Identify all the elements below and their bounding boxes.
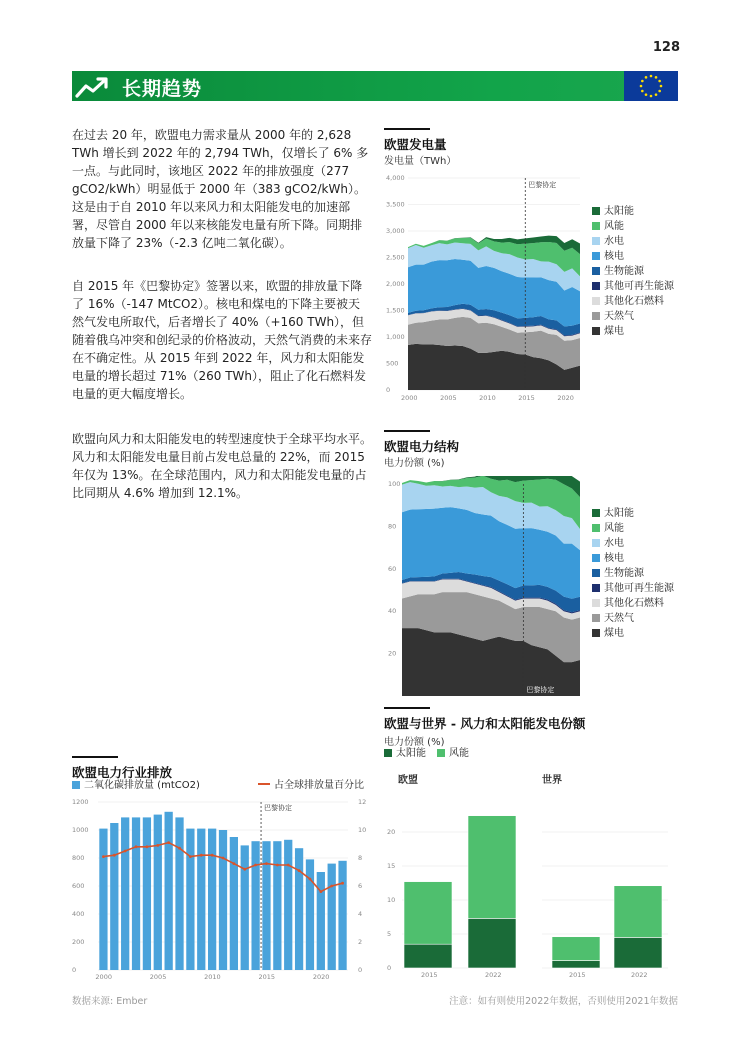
y-tick-label: 1,500 [386, 306, 405, 315]
y-tick-label: 3,000 [386, 227, 405, 235]
emission-bar-2016 [273, 841, 281, 970]
global-share-point-2008 [189, 855, 192, 858]
legend-item [592, 567, 644, 581]
y-tick-label: 500 [386, 359, 399, 368]
y2-tick-label: 8 [358, 854, 363, 862]
legend-label: 太阳能 [604, 508, 634, 519]
legend-item [592, 280, 674, 294]
y-tick-label: 40 [388, 607, 397, 616]
legend-swatch [592, 297, 600, 305]
chart4-emissions-bars [72, 794, 372, 990]
y-tick-label: 1000 [72, 826, 89, 834]
legend-swatch [592, 267, 600, 275]
global-share-point-2016 [276, 864, 279, 867]
global-share-point-2012 [232, 862, 235, 865]
legend-label: 水电 [604, 236, 624, 247]
emission-bar-2021 [328, 864, 336, 970]
global-share-point-2018 [298, 869, 301, 872]
legend-item [592, 537, 624, 551]
x-tick-label: 2015 [518, 394, 535, 402]
legend-swatch [592, 509, 600, 517]
paris-agreement-label: 巴黎协定 [526, 686, 555, 694]
x-tick-label: 2015 [421, 971, 438, 979]
legend-item [592, 325, 624, 339]
emission-bar-2022 [338, 861, 346, 970]
y-tick-label: 400 [72, 910, 85, 918]
emission-bar-2013 [241, 845, 249, 970]
global-share-point-2022 [341, 882, 344, 885]
y-tick-label: 80 [388, 522, 397, 531]
y2-tick-label: 6 [358, 882, 363, 890]
emission-bar-2015 [262, 841, 270, 970]
eu-flag-icon [624, 71, 678, 101]
legend-item [592, 205, 634, 219]
paris-agreement-label: 巴黎协定 [528, 181, 557, 189]
legend-label: 其他可再生能源 [604, 281, 674, 292]
section-title: 长期趋势 [122, 78, 203, 100]
global-share-point-2014 [254, 864, 257, 867]
legend-item [592, 250, 624, 264]
bar-世界-2015-风能 [552, 937, 600, 961]
x-tick-label: 2022 [631, 971, 648, 979]
y-tick-label: 20 [387, 828, 396, 836]
legend-label: 水电 [604, 538, 624, 549]
emission-bar-2010 [208, 829, 216, 970]
global-share-point-2006 [167, 841, 170, 844]
legend-swatch [592, 282, 600, 290]
legend-swatch [592, 569, 600, 577]
legend-item [592, 310, 634, 324]
chart3-legend-wind: 风能 [437, 747, 469, 761]
chart3-title: 欧盟与世界 - 风力和太阳能发电份额 [384, 716, 586, 731]
flag-star [640, 85, 643, 88]
y2-tick-label: 0 [358, 966, 363, 974]
x-tick-label: 2010 [479, 394, 496, 402]
chart1-title: 欧盟发电量 [384, 137, 447, 152]
flag-star [655, 93, 658, 96]
emission-bar-2001 [110, 823, 118, 970]
legend-label: 天然气 [604, 311, 634, 322]
x-tick-label: 2020 [557, 394, 574, 402]
emission-bar-2008 [186, 829, 194, 970]
trend-up-icon [74, 74, 114, 100]
y2-tick-label: 2 [358, 938, 363, 946]
chart3-legend-solar: 太阳能 [384, 747, 426, 761]
legend-item [592, 522, 624, 536]
x-tick-label: 2010 [204, 973, 221, 981]
chart2-rule [384, 430, 430, 432]
emission-bar-2012 [230, 837, 238, 970]
chart1-generation-area [384, 168, 596, 408]
global-share-point-2001 [113, 854, 116, 857]
legend-swatch [592, 312, 600, 320]
chart2-share-area [384, 476, 596, 700]
bar-世界-2022-太阳能 [614, 937, 662, 968]
legend-label: 核电 [604, 553, 624, 564]
y-tick-label: 0 [387, 964, 392, 972]
paragraph-3: 欧盟向风力和太阳能发电的转型速度快于全球平均水平。风力和太阳能发电量目前占发电总量的 22%，而 2015 年仅为 13%。在全球范围内，风力和太阳能发电量的占比同期从 4.6% 增加到 12.1%。 [72, 432, 373, 500]
emission-bar-2006 [165, 812, 173, 970]
legend-label: 风能 [604, 523, 624, 534]
bar-欧盟-2015-风能 [404, 882, 452, 945]
bar-欧盟-2022-风能 [468, 816, 516, 919]
emission-bar-2020 [317, 872, 325, 970]
legend-swatch [592, 554, 600, 562]
flag-star [645, 76, 648, 79]
y-tick-label: 20 [388, 649, 397, 658]
paragraph-2: 自 2015 年《巴黎协定》签署以来，欧盟的排放量下降了 16%（-147 MtCO2）。核电和煤电的下降主要被天然气发电所取代，后者增长了 40%（+160 TWh），但随着俄乌冲突和创纪录的价格波动，天然气消费的未来存在不确定性。从 2015 年到 2022 年，风力和太阳能发电量的增长超过 71%（260 TWh），阻止了化石燃料发电量的更大幅度增长。 [72, 279, 373, 401]
y-tick-label: 1,000 [386, 333, 405, 341]
legend-item [592, 552, 624, 566]
y-tick-label: 15 [387, 862, 396, 870]
source-note: 数据来源: Ember [72, 996, 148, 1007]
global-share-point-2009 [200, 854, 203, 857]
legend-label: 煤电 [604, 326, 624, 337]
emission-bar-2018 [295, 848, 303, 970]
legend-item [592, 597, 664, 611]
y-tick-label: 0 [72, 966, 77, 974]
legend-item [592, 582, 674, 596]
y-tick-label: 100 [388, 480, 401, 488]
legend-label: 生物能源 [604, 568, 644, 579]
y2-tick-label: 10 [358, 826, 367, 834]
legend-swatch [592, 599, 600, 607]
chart3-ylabel: 电力份额 (%) [384, 737, 445, 748]
x-tick-label: 2000 [401, 394, 418, 402]
legend-swatch [592, 539, 600, 547]
x-tick-label: 2005 [149, 973, 167, 981]
y-tick-label: 5 [387, 930, 392, 938]
global-share-point-2019 [309, 878, 312, 881]
y-tick-label: 200 [72, 938, 85, 946]
paris-agreement-label: 巴黎协定 [264, 804, 293, 812]
legend-item [592, 507, 634, 521]
legend-swatch [592, 252, 600, 260]
global-share-point-2017 [287, 864, 290, 867]
chart4-rule [72, 756, 118, 758]
legend-label: 天然气 [604, 613, 634, 624]
legend-label: 其他可再生能源 [604, 583, 674, 594]
legend-item [592, 612, 634, 626]
paragraph-1: 在过去 20 年，欧盟电力需求量从 2000 年的 2,628 TWh 增长到 2022 年的 2,794 TWh，仅增长了 6% 多一点。与此同时，该地区 2022 年的排放强度（277 gCO2/kWh）明显低于 2000 年（383 gCO2/kWh）。这是由于自 2010 年以来风力和太阳能发电的加速部署，尽管自 2000 年以来核能发电量有所下降。同期排放量下降了 23%（-2.3 亿吨二氧化碳）。 [72, 128, 369, 250]
y-tick-label: 800 [72, 854, 85, 862]
global-share-point-2000 [102, 855, 105, 858]
global-share-point-2011 [222, 857, 225, 860]
emission-bar-2007 [175, 817, 183, 970]
chart1-ylabel: 发电量（TWh） [384, 156, 457, 167]
bar-世界-2015-太阳能 [552, 961, 600, 968]
emission-bar-2011 [219, 830, 227, 970]
flag-star [650, 75, 653, 78]
x-tick-label: 2015 [569, 971, 586, 979]
legend-label: 风能 [604, 221, 624, 232]
page-number: 128 [652, 40, 680, 55]
global-share-point-2002 [124, 850, 127, 853]
y-tick-label: 2,000 [386, 280, 405, 288]
chart3-panel-eu-label: 欧盟 [398, 775, 418, 786]
legend-swatch [592, 237, 600, 245]
bar-欧盟-2015-太阳能 [404, 944, 452, 968]
x-tick-label: 2020 [312, 973, 330, 981]
chart4-legend-line: 占全球排放量百分比 [258, 779, 364, 793]
legend-label: 核电 [604, 251, 624, 262]
y-tick-label: 3,500 [386, 200, 405, 209]
chart4-title: 欧盟电力行业排放 [72, 765, 173, 780]
y2-tick-label: 4 [358, 910, 363, 918]
y2-tick-label: 12 [358, 798, 367, 806]
chart4-legend-bars: 二氧化碳排放量 (mtCO2) [72, 779, 200, 793]
legend-label: 太阳能 [604, 206, 634, 217]
y-tick-label: 60 [388, 564, 397, 573]
footnote: 注意：如有则使用2022年数据，否则使用2021年数据 [449, 996, 678, 1007]
y-tick-label: 4,000 [386, 174, 405, 182]
global-share-point-2003 [135, 845, 138, 848]
legend-label: 生物能源 [604, 266, 644, 277]
legend-swatch [592, 629, 600, 637]
x-tick-label: 2000 [95, 973, 112, 981]
global-share-point-2013 [243, 868, 246, 871]
emission-bar-2009 [197, 829, 205, 970]
flag-star [660, 85, 663, 88]
emission-bar-2000 [99, 829, 107, 970]
legend-label: 其他化石燃料 [604, 598, 664, 609]
flag-star [655, 76, 658, 79]
legend-swatch [592, 222, 600, 230]
global-share-point-2005 [156, 844, 159, 847]
legend-swatch [592, 614, 600, 622]
x-tick-label: 2022 [485, 971, 502, 979]
legend-swatch [592, 524, 600, 532]
global-share-point-2021 [330, 885, 333, 888]
flag-star [650, 95, 653, 98]
flag-star [645, 93, 648, 96]
legend-item [592, 627, 624, 641]
emission-bar-2004 [143, 817, 151, 970]
legend-swatch [592, 207, 600, 215]
legend-item [592, 265, 644, 279]
global-share-point-2020 [319, 890, 322, 893]
legend-label: 煤电 [604, 628, 624, 639]
y-tick-label: 1200 [72, 798, 89, 806]
emission-bar-2005 [154, 815, 162, 970]
flag-star [641, 80, 644, 83]
bar-欧盟-2022-太阳能 [468, 918, 516, 968]
global-share-point-2007 [178, 847, 181, 850]
chart2-ylabel: 电力份额 (%) [384, 458, 445, 469]
bar-世界-2022-风能 [614, 886, 662, 938]
chart2-title: 欧盟电力结构 [384, 439, 460, 454]
emission-bar-2003 [132, 817, 140, 970]
global-share-point-2004 [146, 845, 149, 848]
legend-item [592, 295, 664, 309]
emission-bar-2017 [284, 840, 292, 970]
legend-label: 其他化石燃料 [604, 296, 664, 307]
flag-star [641, 90, 644, 93]
chart3-panel-world-label: 世界 [542, 775, 562, 786]
chart1-rule [384, 128, 430, 130]
legend-swatch [592, 327, 600, 335]
y-tick-label: 10 [387, 896, 396, 904]
global-share-point-2015 [265, 862, 268, 865]
y-tick-label: 2,500 [386, 253, 405, 262]
x-tick-label: 2015 [258, 973, 276, 981]
x-tick-label: 2005 [440, 394, 457, 402]
flag-star [658, 90, 661, 93]
flag-star [658, 80, 661, 83]
legend-item [592, 220, 624, 234]
global-share-point-2010 [211, 854, 214, 857]
emission-bar-2014 [251, 841, 259, 970]
emission-bar-2002 [121, 817, 129, 970]
chart3-rule [384, 707, 430, 709]
chart3-eu-world-bars [384, 790, 684, 990]
legend-item [592, 235, 624, 249]
y-tick-label: 600 [72, 882, 85, 890]
legend-swatch [592, 584, 600, 592]
y-tick-label: 0 [386, 386, 391, 394]
